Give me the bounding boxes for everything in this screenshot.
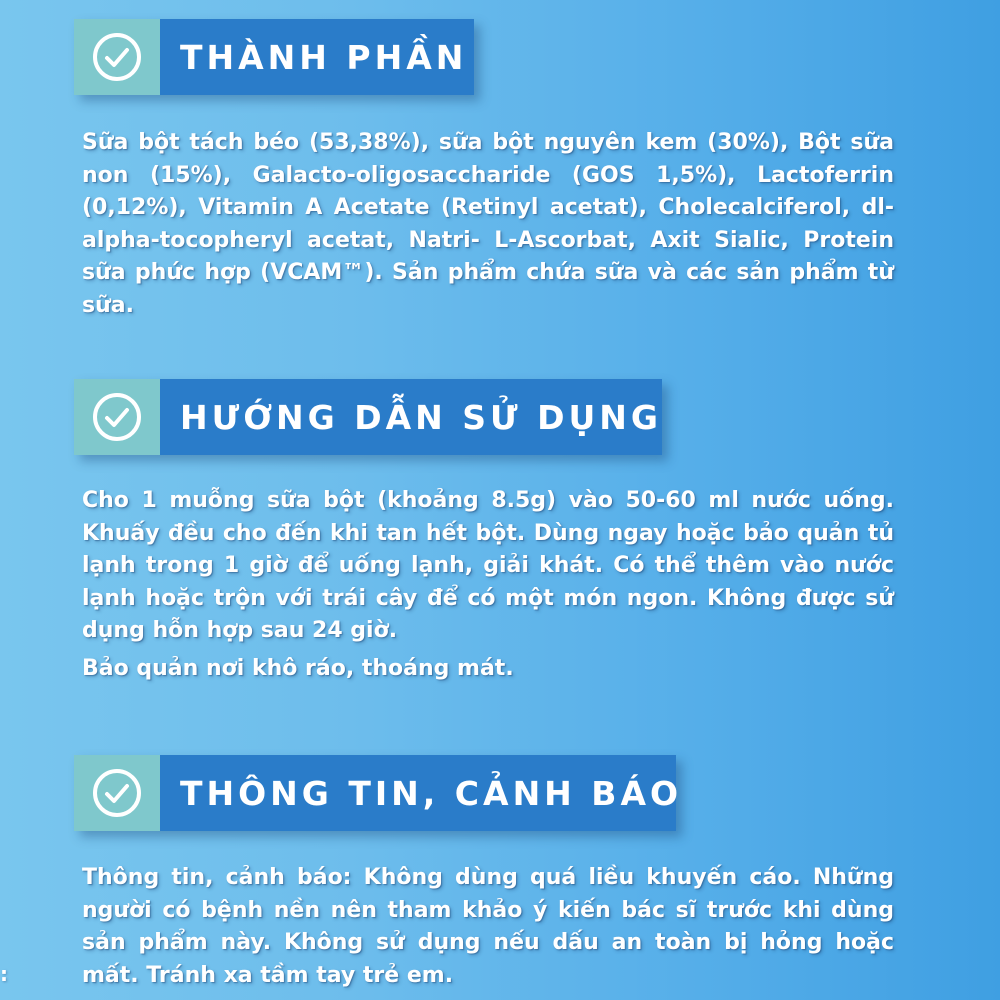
warning-text: Thông tin, cảnh báo: Không dùng quá liều khuyến cáo. Những người có bệnh nền nên tham khảo ý kiến bác sĩ trước khi dùng sản phẩm này. Không sử dụng nếu dấu an toàn bị hỏng hoặc mất. Tránh xa tầm tay trẻ em. <box>82 865 894 988</box>
section-title: THÀNH PHẦN <box>160 19 474 95</box>
check-circle-icon <box>74 755 160 831</box>
section-title: HƯỚNG DẪN SỬ DỤNG <box>160 379 662 455</box>
storage-text: Bảo quản nơi khô ráo, thoáng mát. <box>82 656 514 681</box>
usage-instructions-text: Cho 1 muỗng sữa bột (khoảng 8.5g) vào 50-60 ml nước uống. Khuấy đều cho đến khi tan hết bột. Dùng ngay hoặc bảo quản tủ lạnh trong 1 giờ để uống lạnh, giải khát. Có thể thêm vào nước lạnh hoặc trộn với trái cây để có một món ngon. Không được sử dụng hỗn hợp sau 24 giờ. <box>82 488 894 643</box>
section-header-thanh-phan <box>74 19 474 95</box>
section-header-thong-tin <box>74 755 683 831</box>
ingredients-text: Sữa bột tách béo (53,38%), sữa bột nguyên kem (30%), Bột sữa non (15%), Galacto-oligosaccharide (GOS 1,5%), Lactoferrin (0,12%), Vitamin A Acetate (Retinyl acetat), Cholecalciferol, dl-alpha-tocopheryl acetat, Natri- L-Ascorbat, Axit Sialic, Protein sữa phức hợp (VCAM™). Sản phẩm chứa sữa và các sản phẩm từ sữa. <box>82 130 894 318</box>
section-title: THÔNG TIN, CẢNH BÁO <box>160 755 676 831</box>
section-header-huong-dan <box>74 379 662 455</box>
cropped-edge-text: : <box>0 962 8 986</box>
check-circle-icon <box>74 19 160 95</box>
check-circle-icon <box>74 379 160 455</box>
